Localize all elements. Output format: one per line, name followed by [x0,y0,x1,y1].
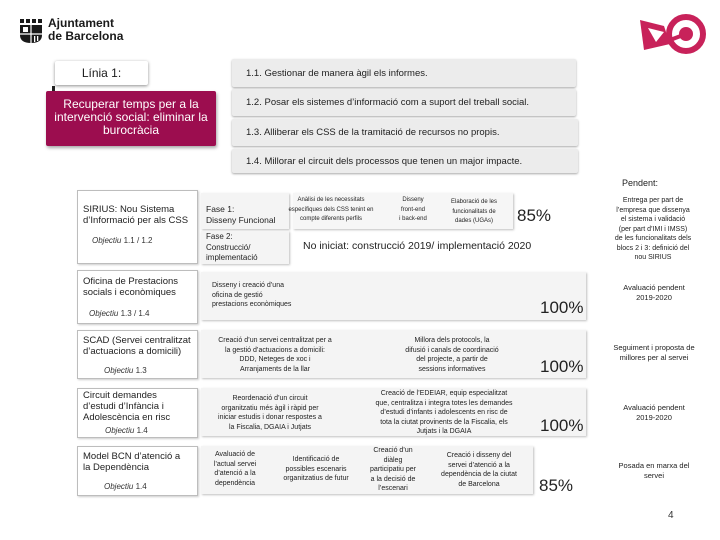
objective-label: Objectiu 1.3 [104,366,147,375]
action-item-1-3: 1.3. Alliberar els CSS de la tramitació de recursos no propis. [232,119,578,146]
row-title: Oficina de Prestacions socials i econòmiques [83,276,179,298]
linia-label: Línia 1: [55,61,148,85]
target-arrow-icon [634,10,708,58]
linia-title-line: intervenció social: eliminar la [54,110,208,124]
pending-note: Avaluació pendent 2019-2020 [623,403,685,422]
row-title: Model BCN d’atenció a la Dependència [83,451,181,473]
linia-title-box [46,91,216,146]
linia-title-line: burocràcia [102,123,160,137]
progress-percent: 100% [540,298,584,317]
pending-note: Entrega per part de l’empresa que dissenya el sistema i validació (per part d’IMI i IMSS) de les funcionalitats dels blocs 2 i 3: definició del nou SIRIUS [614,197,692,261]
row-card-circuit [77,388,198,438]
step-scenarios: Identificació de possibles escenaris organitzatius de futur [283,456,349,482]
task-functionalities: Elaboració de les funcionalitats de dades (UGAs) [450,199,498,224]
pending-note: Avaluació pendent 2019-2020 [623,283,685,302]
row-title: Circuit demandes d’estudi d’Infància i Adolescència en risc [83,390,171,423]
row-card-sirius [77,190,198,264]
objective-label: Objectiu 1.1 / 1.2 [92,236,153,245]
phase-1-label: Fase 1: Disseny Funcional [206,204,276,225]
row-card-oficina [77,270,198,324]
barcelona-logo-text: Ajuntament de Barcelona [48,16,124,43]
progress-percent: 85% [517,206,552,225]
progress-percent: 100% [540,416,584,435]
step-service-design: Creació i disseny del servei d’atenció a la dependència de la ciutat de Barcelona [441,452,517,488]
pending-note: Posada en marxa del servei [618,461,690,480]
row-description-2: Millora dels protocols, la difusió i canals de coordinació del projecte, a partir de sessions informatives [405,337,499,373]
status-text: No iniciat: construcció 2019/ implementació 2020 [303,240,532,252]
row-title: SCAD (Servei centralitzat d’actuacions a domicili) [83,335,191,357]
objective-label: Objectiu 1.4 [104,482,147,491]
row-card-model-bcn [77,446,198,496]
row-description-2: Creació de l’EDEIAR, equip especialitzat que, centralitza i integra totes les demandes d’estudi d’infants i adolescents en risc de tota la ciutat provinents de la Fiscalia, els Jutjats i la DGAIA [375,390,513,435]
linia-title-line: Recuperar temps per a la [63,97,199,111]
row-title: SIRIUS: Nou Sistema d’Informació per als CSS [83,204,189,226]
objective-label: Objectiu 1.4 [105,426,148,435]
objective-label: Objectiu 1.3 / 1.4 [89,309,150,318]
progress-percent: 100% [540,357,584,376]
step-evaluation: Avaluació de l’actual servei d’atenció a la dependència [213,451,257,487]
action-item-1-4: 1.4. Millorar el circuit dels processos que tenen un major impacte. [232,149,578,173]
progress-percent: 85% [539,476,574,495]
pendent-header: Pendent: [622,178,659,188]
phase-2-label: Fase 2: Construcció/ implementació [206,232,258,262]
task-design: Disseny front-end i back-end [399,197,427,222]
step-dialogue: Creació d’un diàleg participatiu per a la decisió de l’escenari [370,447,416,492]
row-card-scad [77,330,198,379]
row-description: Creació d’un servei centralitzat per a la gestió d’actuacions a domicili: DDD, Neteges de xoc i Arranjaments de la llar [218,337,332,373]
task-analysis: Anàlisi de les necessitats específiques dels CSS tenint en compte diferents perfils [288,197,374,222]
row-description: Disseny i creació d’una oficina de gestió prestacions econòmiques [212,282,292,308]
action-item-1-1: 1.1. Gestionar de manera àgil els informes. [232,59,576,87]
page-number: 4 [668,510,674,521]
row-description: Reordenació d’un circuit organitzatiu més àgil i ràpid per iniciar estudis i donar respostes a la Fiscalia, DGAIA i Jutjats [218,395,322,431]
pending-note: Seguiment i proposta de millores per al servei [613,343,695,362]
action-item-1-2: 1.2. Posar els sistemes d’informació com a suport del treball social. [232,89,576,116]
barcelona-crest-icon [20,19,42,43]
